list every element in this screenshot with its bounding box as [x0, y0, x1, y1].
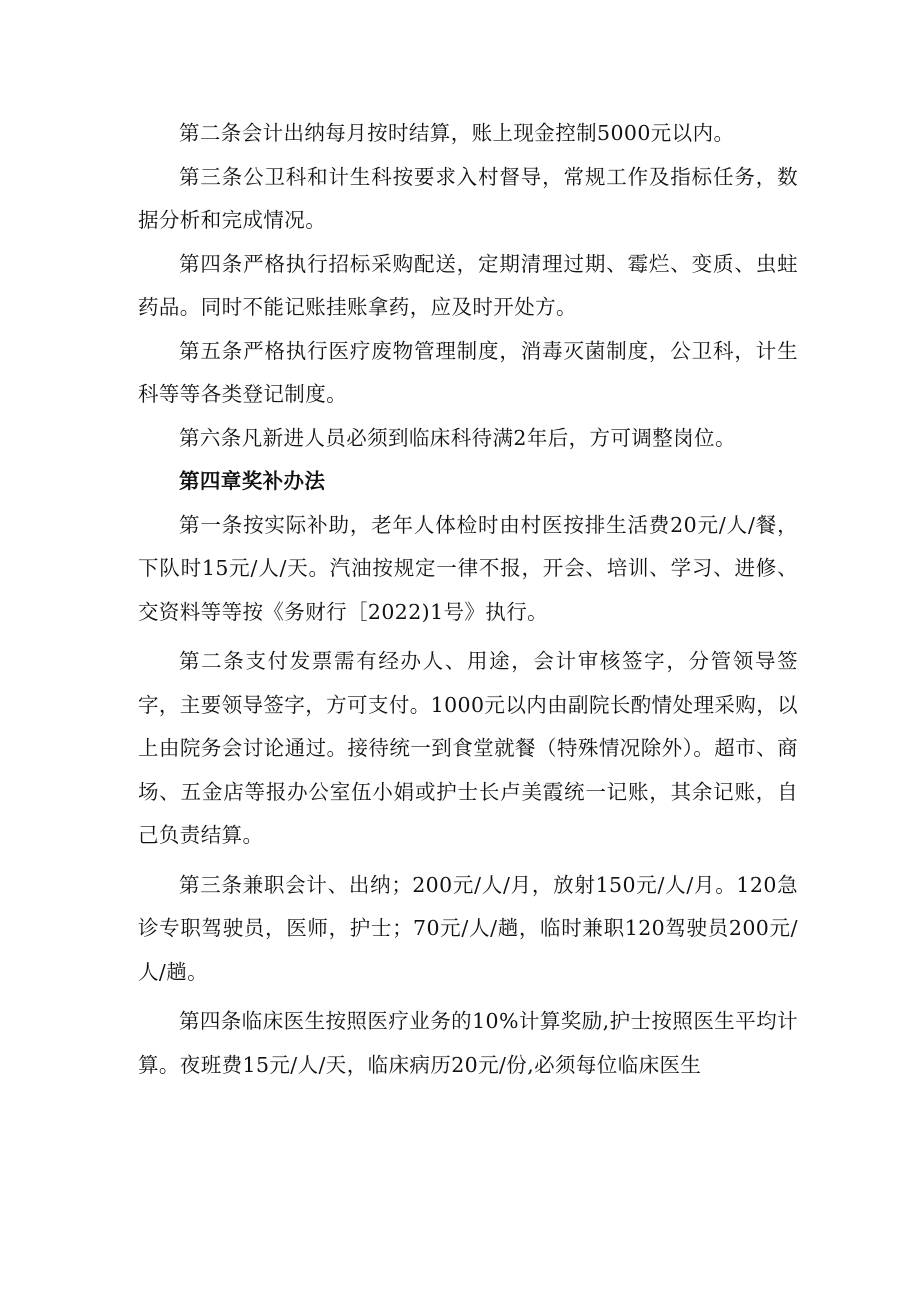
chapter-heading: 第四章奖补办法	[179, 469, 326, 493]
paragraph-article-4-procurement: 第四条严格执行招标采购配送，定期清理过期、霉烂、变质、虫蛀药品。同时不能记账挂账拿药，应及时开处方。	[138, 251, 798, 319]
document-page	[138, 112, 798, 1087]
paragraph-article-6-staff: 第六条凡新进人员必须到临床科待满2年后，方可调整岗位。	[179, 425, 736, 450]
paragraph-subsidy-article-4: 第四条临床医生按照医疗业务的10%计算奖励,护士按照医生平均计算。夜班费15元/人/天，临床病历20元/份,必须每位临床医生	[138, 1009, 798, 1077]
paragraph-article-3-supervision: 第三条公卫科和计生科按要求入村督导，常规工作及指标任务，数据分析和完成情况。	[138, 164, 798, 232]
paragraph-subsidy-article-3: 第三条兼职会计、出纳；200元/人/月，放射150元/人/月。120急诊专职驾驶员，医师，护士；70元/人/趟，临时兼职120驾驶员200元/人/趟。	[138, 872, 798, 984]
paragraph-subsidy-article-2: 第二条支付发票需有经办人、用途，会计审核签字，分管领导签字，主要领导签字，方可支付。1000元以内由副院长酌情处理采购，以上由院务会讨论通过。接待统一到食堂就餐（特殊情况除外）。超市、商场、五金店等报办公室伍小娟或护士长卢美霞统一记账，其余记账，自己负责结算。	[138, 649, 798, 847]
paragraph-article-2-cashier: 第二条会计出纳每月按时结算，账上现金控制5000元以内。	[179, 121, 735, 145]
paragraph-subsidy-article-1: 第一条按实际补助，老年人体检时由村医按排生活费20元/人/餐，下队时15元/人/天。汽油按规定一律不报，开会、培训、学习、进修、交资料等等按《务财行［2022)1号》执行。	[138, 512, 798, 624]
paragraph-article-5-waste: 第五条严格执行医疗废物管理制度，消毒灭菌制度，公卫科，计生科等等各类登记制度。	[138, 338, 798, 406]
